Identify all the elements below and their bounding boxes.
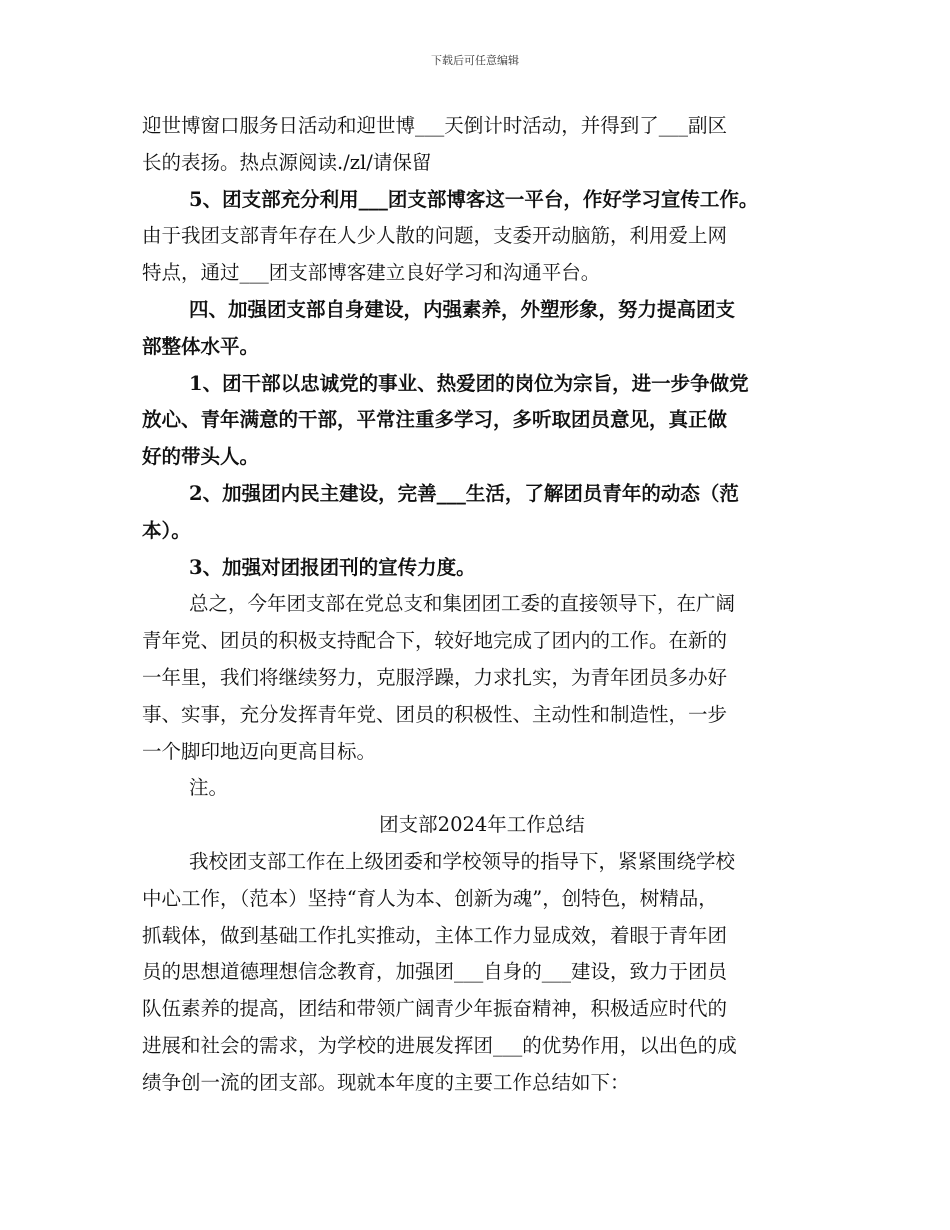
text-line: 绩争创一流的团支部。现就本年度的主要工作总结如下： <box>142 1070 630 1094</box>
text-line: 一年里，我们将继续努力，克服浮躁，力求扎实，为青年团员多办好 <box>142 665 728 689</box>
text-line: 员的思想道德理想信念教育，加强团___自身的___建设，致力于团员 <box>142 960 728 984</box>
text-line: 团支部2024年工作总结 <box>379 813 585 837</box>
text-line: 总之，今年团支部在党总支和集团团工委的直接领导下，在广阔 <box>189 592 736 616</box>
text-line: 长的表扬。热点源阅读./zl/请保留 <box>142 150 432 174</box>
paragraph <box>142 550 822 587</box>
text-line: 事、实事，充分发挥青年党、团员的积极性、主动性和制造性，一步 <box>142 702 728 726</box>
paragraph <box>142 366 822 476</box>
page-header: 下载后可任意编辑 <box>431 54 519 67</box>
paragraph <box>142 770 822 807</box>
text-line: 青年党、团员的积极支持配合下，较好地完成了团内的工作。在新的 <box>142 629 728 653</box>
text-line: 中心工作，（范本）坚持“育人为本、创新为魂”，创特色，树精品， <box>142 886 718 910</box>
paragraph <box>142 476 822 550</box>
text-line: 部整体水平。 <box>142 334 260 358</box>
text-line: 3、加强对团报团刊的宣传力度。 <box>189 555 476 579</box>
paragraph <box>142 108 822 182</box>
paragraph <box>142 218 822 292</box>
text-line: 队伍素养的提高，团结和带领广阔青少年振奋精神，积极适应时代的 <box>142 997 728 1021</box>
text-line: 一个脚印地迈向更高目标。 <box>142 739 377 763</box>
paragraph <box>142 586 822 770</box>
paragraph <box>142 844 822 1102</box>
text-line: 本）。 <box>142 518 191 542</box>
text-line: 进展和社会的需求，为学校的进展发挥团___的优势作用，以出色的成 <box>142 1033 737 1057</box>
text-line: 四、加强团支部自身建设，内强素养，外塑形象，努力提高团支 <box>189 297 736 321</box>
text-line: 我校团支部工作在上级团委和学校领导的指导下，紧紧围绕学校 <box>189 849 736 873</box>
section-title <box>142 807 822 844</box>
document-body <box>142 108 822 1102</box>
text-line: 抓载体，做到基础工作扎实推动，主体工作力显成效，着眼于青年团 <box>142 923 728 947</box>
text-line: 特点，通过___团支部博客建立良好学习和沟通平台。 <box>142 261 601 285</box>
text-line: 2、加强团内民主建设，完善___生活，了解团员青年的动态（范 <box>189 481 739 505</box>
text-line: 迎世博窗口服务日活动和迎世博___天倒计时活动，并得到了___副区 <box>142 114 728 137</box>
text-line: 1、团干部以忠诚党的事业、热爱团的岗位为宗旨，进一步争做党 <box>189 371 749 395</box>
text-line: 注。 <box>189 776 229 800</box>
text-line: 放心、青年满意的干部，平常注重多学习，多听取团员意见，真正做 <box>142 408 728 432</box>
text-line: 5、团支部充分利用___团支部博客这一平台，作好学习宣传工作。 <box>189 187 759 211</box>
text-line: 好的带头人。 <box>142 445 260 469</box>
paragraph <box>142 182 822 219</box>
text-line: 由于我团支部青年存在人少人散的问题，支委开动脑筋，利用爱上网 <box>142 224 728 248</box>
paragraph <box>142 292 822 366</box>
